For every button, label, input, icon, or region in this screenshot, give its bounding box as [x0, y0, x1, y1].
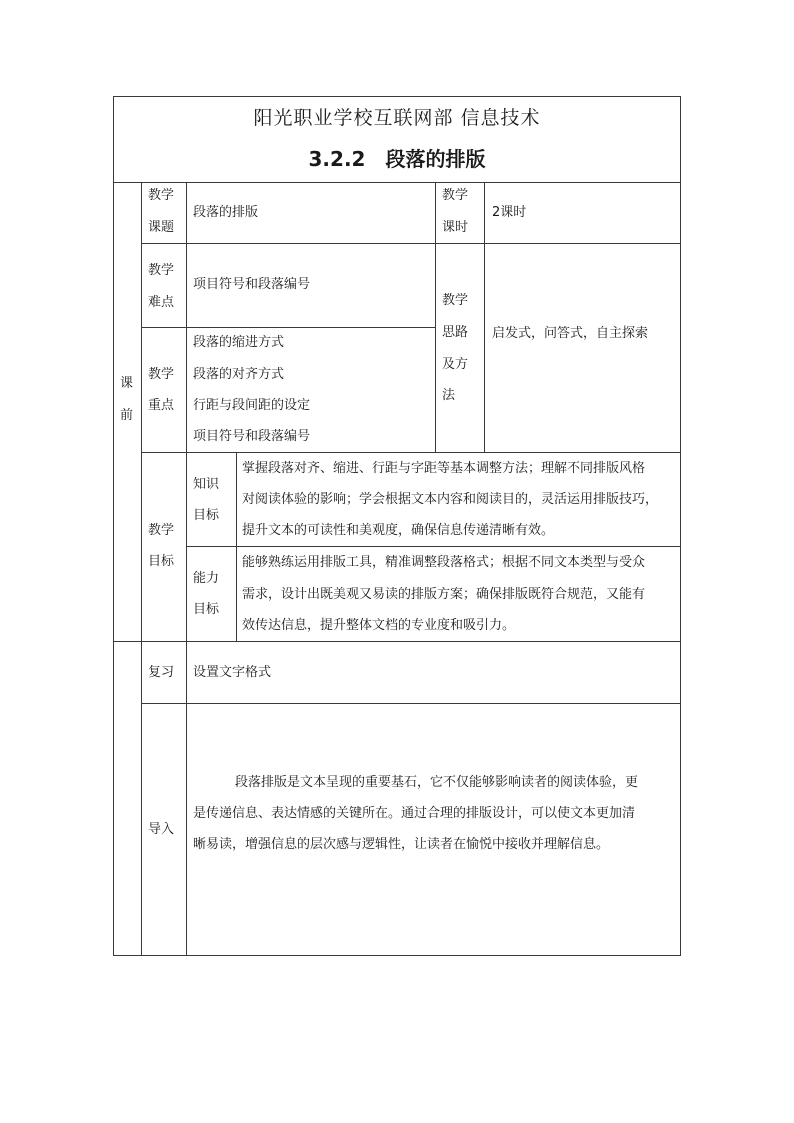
goals-label-2: 目标 [148, 554, 175, 569]
rule-review-bottom [141, 703, 681, 704]
rule-goals-bottom [113, 641, 681, 642]
knowledge-line: 对阅读体验的影响；学会根据文本内容和阅读目的，灵活运用排版技巧， [242, 492, 659, 507]
method-label-3: 及方 [442, 357, 469, 372]
rule-col-hours-left [435, 182, 436, 452]
method-label-1: 教学 [442, 293, 469, 308]
section-label-1: 课 [120, 376, 134, 391]
rule-col-sublabel [236, 452, 237, 641]
keypoint-item: 段落的对齐方式 [193, 367, 285, 382]
review-label: 复习 [148, 665, 175, 680]
ability-line: 能够熟练运用排版工具，精准调整段落格式；根据不同文本类型与受众 [242, 555, 646, 570]
ability-label-1: 能力 [193, 571, 220, 586]
rule-col-hours-right [484, 182, 485, 452]
difficulty-label-1: 教学 [148, 263, 175, 278]
knowledge-label-2: 目标 [193, 508, 220, 523]
ability-label-2: 目标 [193, 602, 220, 617]
keypoint-item: 项目符号和段落编号 [193, 429, 311, 444]
lesson-number: 3.2.2 [308, 147, 366, 171]
hours-label-1: 教学 [442, 188, 469, 203]
rule-col-label-upper [186, 182, 187, 452]
ability-line: 需求，设计出既美观又易读的排版方案；确保排版既符合规范，又能有 [242, 587, 646, 602]
keypoints-label-2: 重点 [148, 398, 175, 413]
intro-line: 段落排版是文本呈现的重要基石，它不仅能够影响读者的阅读体验，更 [235, 775, 639, 790]
intro-line: 是传递信息、表达情感的关键所在。通过合理的排版设计，可以使文本更加清 [193, 806, 636, 821]
ability-line: 效传达信息，提升整体文档的专业度和吸引力。 [242, 618, 516, 633]
rule-knowledge-bottom [186, 546, 681, 547]
difficulty-value: 项目符号和段落编号 [193, 277, 311, 292]
keypoint-item: 行距与段间距的设定 [193, 398, 311, 413]
goals-label-1: 教学 [148, 523, 175, 538]
intro-line: 晰易读，增强信息的层次感与逻辑性，让读者在愉悦中接收并理解信息。 [193, 837, 610, 852]
knowledge-line: 掌握段落对齐、缩进、行距与字距等基本调整方法；理解不同排版风格 [242, 461, 646, 476]
topic-label-2: 课题 [148, 220, 175, 235]
rule-header-bottom [113, 182, 681, 183]
knowledge-line: 提升文本的可读性和美观度，确保信息传递清晰有效。 [242, 523, 555, 538]
lesson-title-text: 段落的排版 [385, 147, 486, 171]
review-value: 设置文字格式 [193, 665, 272, 680]
difficulty-label-2: 难点 [148, 295, 175, 310]
intro-label: 导入 [148, 822, 175, 837]
rule-topic-bottom [141, 243, 681, 244]
hours-label-2: 课时 [442, 220, 469, 235]
rule-col-label-goals [186, 452, 187, 641]
method-label-2: 思路 [442, 325, 469, 340]
topic-value: 段落的排版 [193, 205, 259, 220]
rule-keypoints-bottom [141, 452, 681, 453]
rule-col-label-lower [186, 641, 187, 956]
section-label-2: 前 [120, 408, 134, 423]
hours-value: 2课时 [492, 205, 527, 220]
knowledge-label-1: 知识 [193, 477, 220, 492]
keypoint-item: 段落的缩进方式 [193, 335, 285, 350]
method-label-4: 法 [442, 388, 456, 403]
keypoints-label-1: 教学 [148, 367, 175, 382]
topic-label-1: 教学 [148, 188, 175, 203]
lesson-title [113, 146, 681, 172]
rule-col-section [141, 182, 142, 956]
school-subject-title: 阳光职业学校互联网部 信息技术 [253, 107, 541, 129]
method-value: 启发式，问答式，自主探索 [492, 326, 649, 341]
